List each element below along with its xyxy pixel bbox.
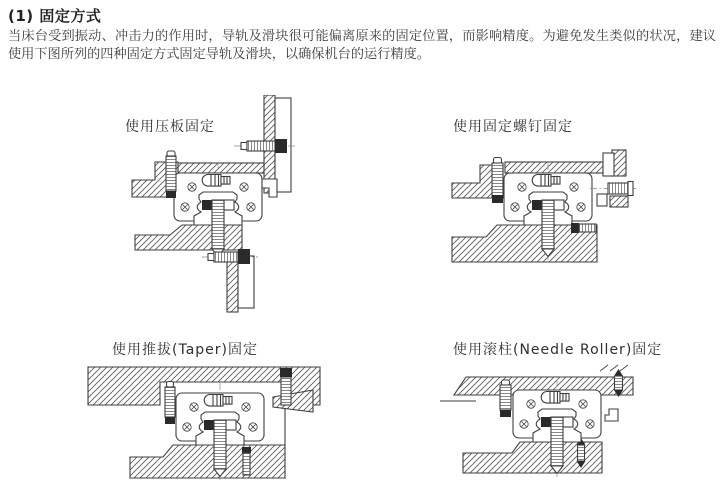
diagram-set-screw — [440, 95, 720, 315]
left-clamp-bolt — [492, 158, 503, 204]
right-flange-step — [262, 179, 277, 197]
left-clamp-bolt — [500, 380, 511, 417]
intro-paragraph: 当床台受到振动、冲击力的作用时，导轨及滑块很可能偏离原来的固定位置，而影响精度。为避免发生类似的状况，建议使用下图所列的四种固定方式固定导轨及滑块，以确保机台的运行精度。 — [8, 29, 716, 62]
caption-set-screw: 使用固定螺钉固定 — [453, 119, 573, 135]
bottom-right-wall-plate — [227, 256, 254, 312]
page-title: (1) 固定方式 — [8, 7, 102, 25]
left-clamp-bolt — [166, 151, 176, 198]
lower-set-screw — [571, 223, 596, 233]
diagram-pressure-plate — [130, 95, 395, 315]
block-right-step — [605, 409, 618, 421]
taper-press-bolt — [280, 368, 292, 405]
top-right-bolt — [234, 139, 296, 153]
taper-gib-wedge — [273, 390, 313, 412]
table-underside-hatch — [178, 163, 264, 173]
figure-taper — [85, 335, 365, 490]
bottom-bed-hatch — [135, 225, 242, 250]
figure-set-screw — [440, 95, 720, 315]
caption-pressure-plate: 使用压板固定 — [125, 119, 215, 135]
caption-taper: 使用推拔(Taper)固定 — [112, 342, 258, 358]
figure-pressure-plate — [130, 95, 395, 315]
diagram-taper — [85, 335, 365, 490]
caption-needle-roller: 使用滚柱(Needle Roller)固定 — [453, 342, 663, 358]
left-clamp-bolt — [165, 382, 175, 425]
table-underside-hatch — [505, 162, 603, 173]
bottom-bed-hatch — [130, 445, 285, 478]
hatch-ticks — [600, 365, 628, 371]
bottom-right-bolt — [202, 249, 258, 264]
diagram-needle-roller — [440, 335, 723, 490]
figure-needle-roller — [440, 335, 723, 490]
bottom-right-screw — [242, 447, 251, 475]
